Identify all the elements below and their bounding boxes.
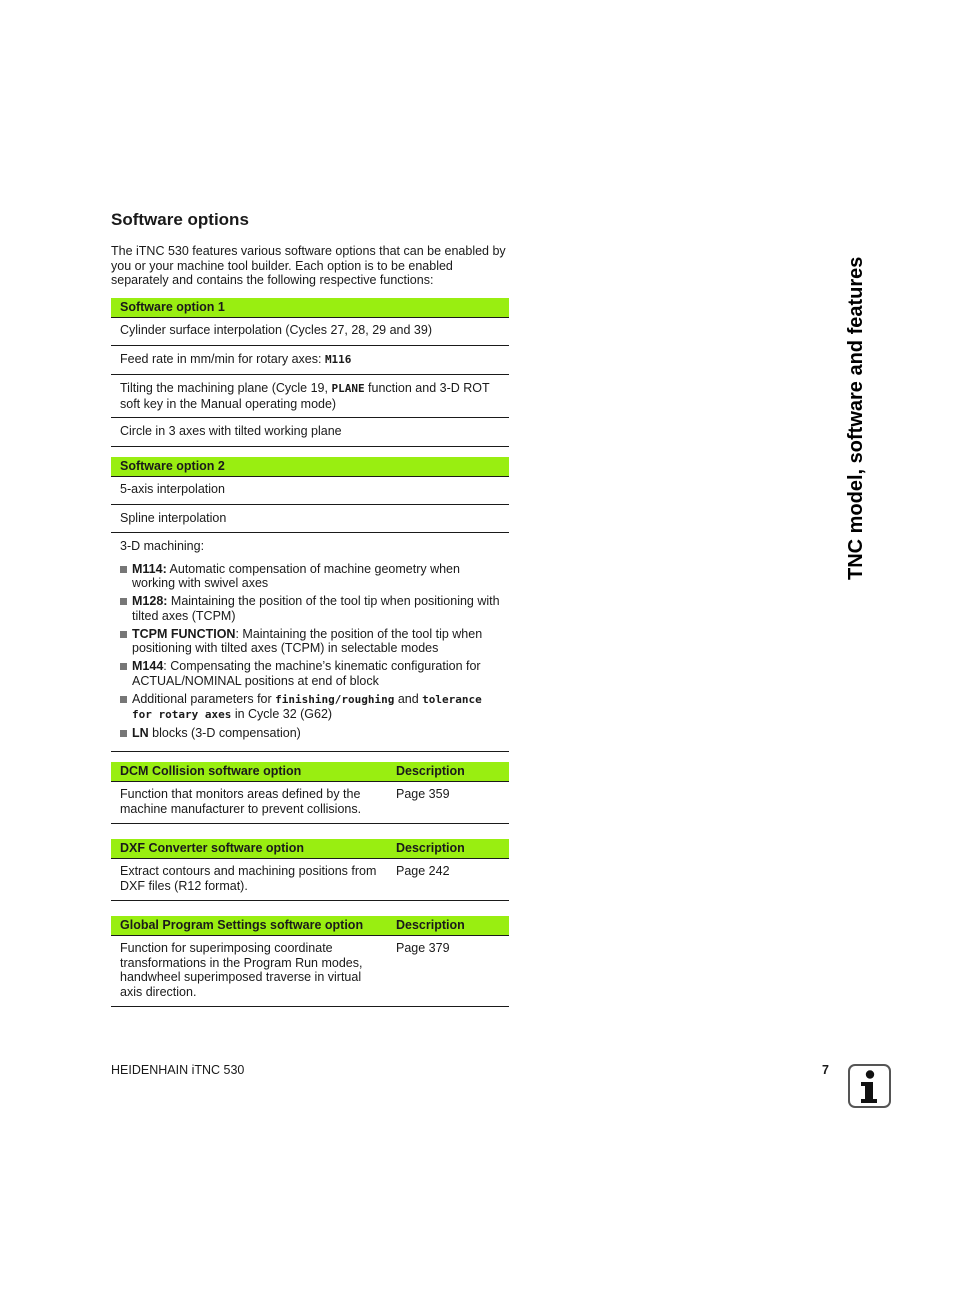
table-row: Spline interpolation	[111, 504, 509, 533]
list-item: M144: Compensating the machine’s kinematic configuration for ACTUAL/NOMINAL positions at end of block	[120, 659, 500, 688]
list-item: TCPM FUNCTION: Maintaining the position of the tool tip when positioning with tilted axes (TCPM) in selectable modes	[120, 627, 500, 656]
table-header: DCM Collision software option	[111, 762, 387, 782]
code-m116: M116	[324, 352, 352, 366]
description-header: Description	[387, 916, 509, 936]
page-reference: Page 359	[387, 782, 509, 824]
table-header: Software option 1	[111, 298, 509, 318]
list-item: M114: Automatic compensation of machine geometry when working with swivel axes	[120, 562, 500, 591]
table-row	[111, 375, 509, 418]
table-row: Cylinder surface interpolation (Cycles 27, 28, 29 and 39)	[111, 318, 509, 346]
software-option-1-table	[111, 298, 509, 447]
page-number: 7	[822, 1063, 829, 1077]
row-title: 3-D machining:	[120, 539, 205, 553]
page-reference: Page 379	[387, 936, 509, 1007]
table-row: 5-axis interpolation	[111, 477, 509, 505]
row-text: Tilting the machining plane (Cycle 19,	[120, 381, 332, 395]
description-header: Description	[387, 762, 509, 782]
chapter-side-title: TNC model, software and features	[845, 256, 867, 580]
dxf-option-table	[111, 839, 509, 901]
footer-product-name: HEIDENHAIN iTNC 530	[111, 1063, 245, 1077]
feature-list	[120, 562, 500, 741]
table-row	[111, 345, 509, 375]
table-header: Global Program Settings software option	[111, 916, 387, 936]
intro-paragraph: The iTNC 530 features various software options that can be enabled by you or your machine tool builder. Each option is to be enabled separately and contains the following respective functions:	[111, 244, 506, 287]
table-cell: Function that monitors areas defined by the machine manufacturer to prevent collisions.	[111, 782, 387, 824]
code-plane: PLANE	[331, 382, 365, 395]
description-header: Description	[387, 839, 509, 859]
software-option-2-table	[111, 457, 509, 752]
section-heading: Software options	[111, 210, 249, 229]
table-cell: Extract contours and machining positions from DXF files (R12 format).	[111, 859, 387, 901]
table-row	[111, 533, 509, 752]
table-header: Software option 2	[111, 457, 509, 477]
list-item: M128: Maintaining the position of the tool tip when positioning with tilted axes (TCPM)	[120, 594, 500, 623]
gps-option-table	[111, 916, 509, 1007]
row-text: function and 3-D ROT soft key in the Manual operating mode)	[120, 381, 490, 411]
table-cell: Function for superimposing coordinate transformations in the Program Run modes, handwheel superimposed traverse in virtual axis direction.	[111, 936, 387, 1007]
dcm-option-table	[111, 762, 509, 824]
page-reference: Page 242	[387, 859, 509, 901]
table-row: Circle in 3 axes with tilted working plane	[111, 418, 509, 447]
info-icon	[848, 1064, 891, 1108]
row-text: Feed rate in mm/min for rotary axes:	[120, 351, 325, 366]
list-item: Additional parameters for finishing/roughing and tolerance for rotary axes in Cycle 32 (G62)	[120, 692, 500, 723]
table-header: DXF Converter software option	[111, 839, 387, 859]
list-item: LN blocks (3-D compensation)	[120, 726, 500, 741]
